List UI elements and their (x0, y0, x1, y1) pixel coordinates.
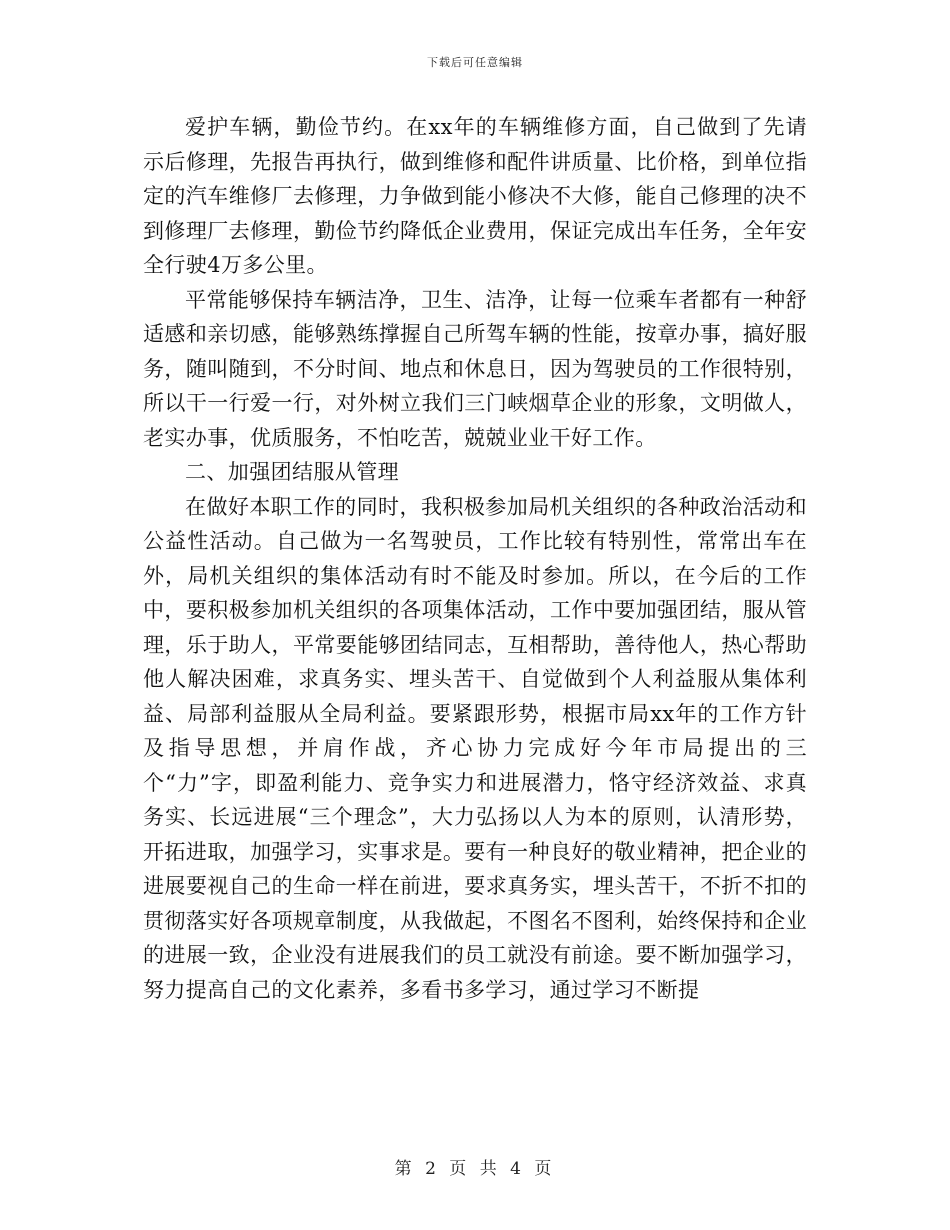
paragraph-vehicle-maintenance: 爱护车辆，勤俭节约。在xx年的车辆维修方面，自己做到了先请示后修理，先报告再执行，做到维修和配件讲质量、比价格，到单位指定的汽车维修厂去修理，力争做到能小修决不大修，能自己修理的决不到修理厂去修理，勤俭节约降低企业费用，保证完成出车任务，全年安全行驶4万多公里。 (143, 115, 807, 277)
page-header-note: 下载后可任意编辑 (427, 56, 523, 69)
page-number: 第 2 页 共 4 页 (394, 1159, 556, 1179)
paragraph-unity-management: 在做好本职工作的同时，我积极参加局机关组织的各种政治活动和公益性活动。自己做为一名驾驶员，工作比较有特别性，常常出车在外，局机关组织的集体活动有时不能及时参加。所以，在今后的工作中，要积极参加机关组织的各项集体活动，工作中要加强团结，服从管理，乐于助人，平常要能够团结同志，互相帮助，善待他人，热心帮助他人解决困难，求真务实、埋头苦干、自觉做到个人利益服从集体利益、局部利益服从全局利益。要紧跟形势，根据市局xx年的工作方针及指导思想，并肩作战，齐心协力完成好今年市局提出的三个“力”字，即盈利能力、竞争实力和进展潜力，恪守经济效益、求真务实、长远进展“三个理念”，大力弘扬以人为本的原则，认清形势，开拓进取，加强学习，实事求是。要有一种良好的敬业精神，把企业的进展要视自己的生命一样在前进，要求真务实，埋头苦干，不折不扣的贯彻落实好各项规章制度，从我做起，不图名不图利，始终保持和企业的进展一致，企业没有进展我们的员工就没有前途。要不断加强学习，努力提高自己的文化素养，多看书多学习，通过学习不断提 (143, 494, 807, 1002)
paragraph-vehicle-cleanliness: 平常能够保持车辆洁净，卫生、洁净，让每一位乘车者都有一种舒适感和亲切感，能够熟练撑握自己所驾车辆的性能，按章办事，搞好服务，随叫随到，不分时间、地点和休息日，因为驾驶员的工作很特别，所以干一行爱一行，对外树立我们三门峡烟草企业的形象，文明做人，老实办事，优质服务，不怕吃苦，兢兢业业干好工作。 (143, 287, 807, 450)
section-heading-unity: 二、加强团结服从管理 (185, 460, 399, 484)
document-body (143, 110, 807, 1007)
